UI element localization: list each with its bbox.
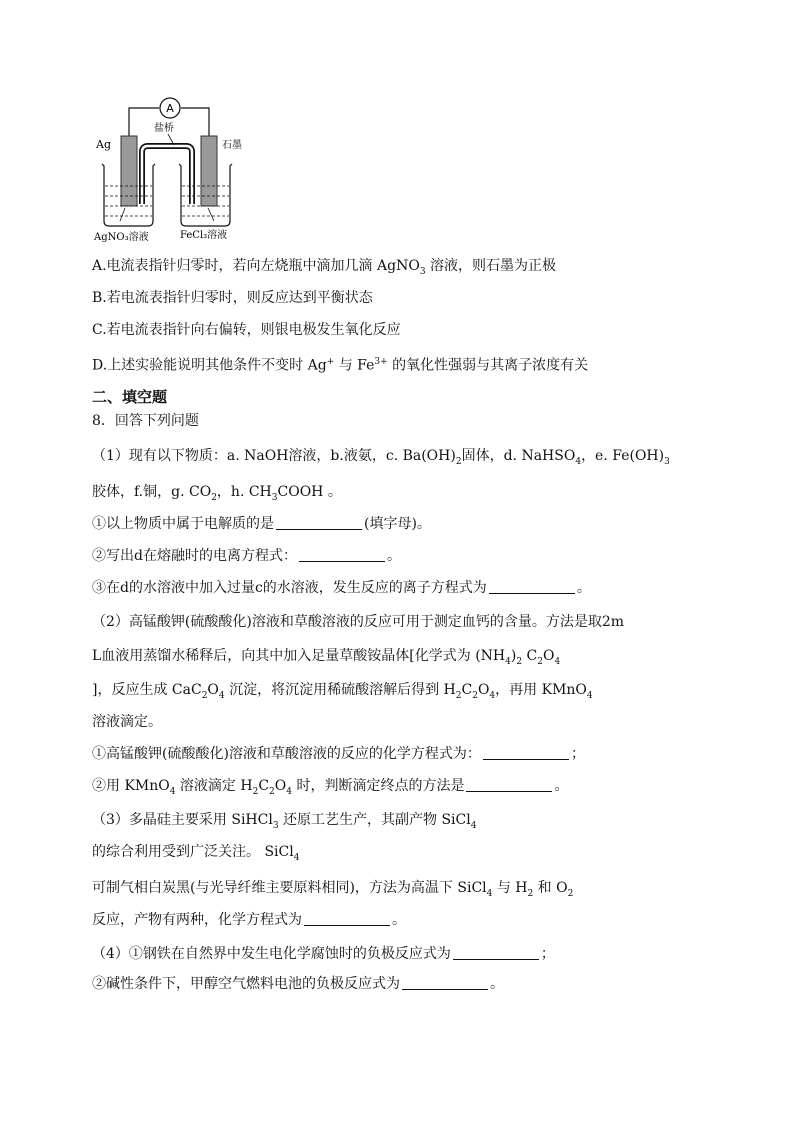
answer-blank[interactable] [453, 945, 539, 960]
q8-3b: 的综合利用受到广泛关注。 SiCl$_4$ [92, 844, 300, 863]
q8-1-i: ①以上物质中属于电解质的是 (填字母)。 [92, 516, 431, 532]
answer-blank[interactable] [276, 515, 362, 530]
ag-label: Ag [96, 138, 111, 151]
q8-2d: 溶液滴定。 [92, 714, 162, 730]
q8-1-ii: ②写出d在熔融时的电离方程式： 。 [92, 548, 401, 564]
answer-blank[interactable] [483, 745, 569, 760]
ag-electrode [121, 136, 137, 206]
answer-blank[interactable] [489, 579, 575, 594]
q8-2-ii: ②用 KMnO$_4$ 溶液滴定 $H_2C_2O_4$ 时，判断滴定终点的方法是 。 [92, 778, 569, 797]
q8-2b: L血液用蒸馏水稀释后，向其中加入足量草酸铵晶体[化学式为 $(NH_4)_2$ $C_2O_4$ [92, 648, 561, 667]
answer-blank[interactable] [299, 547, 385, 562]
q8-1-iii: ③在d的水溶液中加入过量c的水溶液，发生反应的离子方程式为 。 [92, 580, 591, 596]
q8-2c: ]，反应生成 $CaC_2O_4$ 沉淀，将沉淀用稀硫酸溶解后得到 $H_2C_2O_4$，再用 KMnO$_4$ [92, 682, 593, 701]
agno3-label: AgNO₃溶液 [94, 232, 149, 243]
q8-3d: 反应，产物有两种，化学方程式为 。 [92, 912, 406, 928]
q8-1b: 胶体，f.铜，g. $CO_2$，h. $CH_3COOH$ 。 [92, 484, 342, 503]
q8-1a: （1）现有以下物质：a. NaOH溶液，b.液氨，c. $Ba(OH)_2$固体，d. NaHSO$_4$，e. $Fe(OH)_3$ [92, 448, 670, 467]
fecl3-label: FeCl₃溶液 [180, 230, 228, 241]
salt-bridge-label: 盐桥 [154, 123, 174, 134]
opt-b: B.若电流表指针归零时，则反应达到平衡状态 [92, 290, 373, 306]
ammeter-label: A [166, 102, 174, 115]
q8-3a: （3）多晶硅主要采用 SiHCl$_3$ 还原工艺生产，其副产物 SiCl$_4$ [92, 812, 477, 831]
answer-blank[interactable] [466, 777, 552, 792]
q8-3c: 可制气相白炭黑(与光导纤维主要原料相同)，方法为高温下 SiCl$_4$ 与 $H_2$ 和 $O_2$ [92, 880, 574, 899]
opt-d: D.上述实验能说明其他条件不变时 Ag+ 与 $Fe^{3+}$ 的氧化性强弱与其离子浓度有关 [92, 357, 589, 374]
section-title: 二、填空题 [92, 388, 168, 406]
opt-c: C.若电流表指针向右偏转，则银电极发生氧化反应 [92, 322, 401, 338]
q8-2a: （2）高锰酸钾(硫酸酸化)溶液和草酸溶液的反应可用于测定血钙的含量。方法是取2m [92, 614, 625, 630]
galvanic-cell-diagram [92, 96, 262, 246]
graphite-electrode [201, 136, 217, 206]
salt-bridge [142, 146, 192, 204]
opt-a: A.电流表指针归零时，若向左烧瓶中滴加几滴 AgNO$_3$ 溶液，则石墨为正极 [92, 258, 556, 277]
q8: 8．回答下列问题 [92, 413, 199, 429]
answer-blank[interactable] [304, 911, 390, 926]
q8-4b: ②碱性条件下，甲醇空气燃料电池的负极反应式为 。 [92, 976, 504, 992]
q8-4a: （4）①钢铁在自然界中发生电化学腐蚀时的负极反应式为 ； [92, 946, 555, 962]
q8-2-i: ①高锰酸钾(硫酸酸化)溶液和草酸溶液的反应的化学方程式为： ； [92, 746, 585, 762]
answer-blank[interactable] [402, 975, 488, 990]
graphite-label: 石墨 [222, 140, 242, 151]
